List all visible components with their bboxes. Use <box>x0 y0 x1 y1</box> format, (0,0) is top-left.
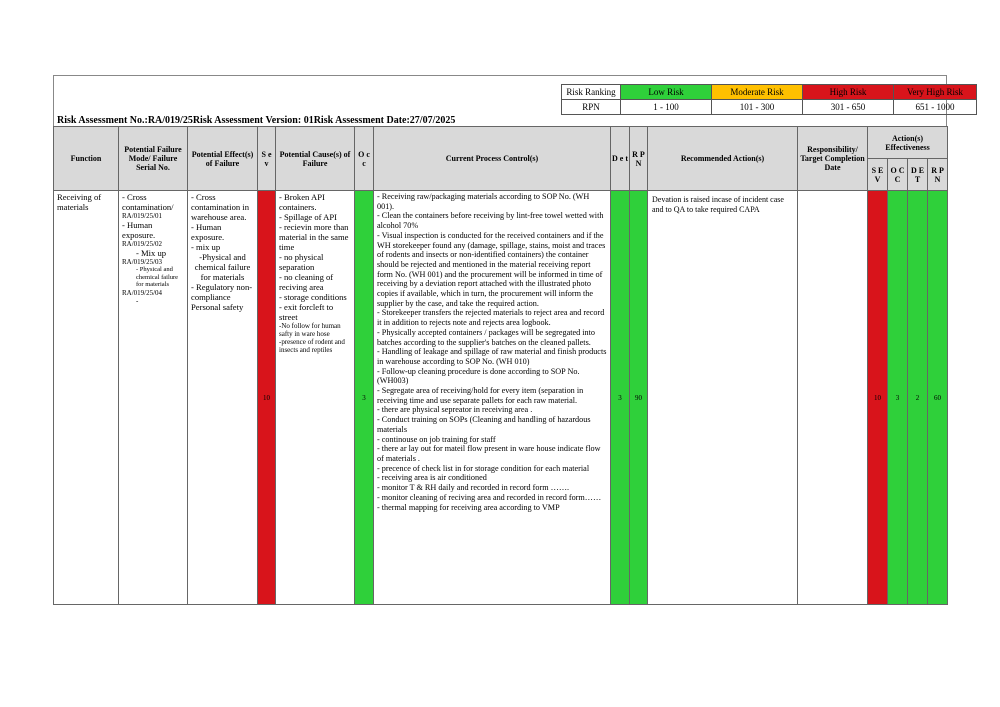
effect-item: - Regulatory non-compliance <box>191 282 253 302</box>
failure-serial: RA/019/25/04 <box>122 288 163 297</box>
failure-mode-item: - Cross contamination/ <box>122 192 174 212</box>
cause-item: -presence of rodent and insects and reptiles <box>279 338 345 354</box>
col-eff-occ: O C C <box>888 159 908 191</box>
control-item: - continouse on job training for staff <box>377 434 496 444</box>
col-causes: Potential Cause(s) of Failure <box>276 127 355 191</box>
control-item: - Physically accepted containers / packages will be segregated into batches according to the supplier's batches on the cleaned pallets. <box>377 327 596 347</box>
failure-serial: RA/019/25/01 <box>122 212 163 220</box>
control-item: - thermal mapping for receiving area according to VMP <box>377 502 560 512</box>
control-item: - receiving area is air conditioned <box>377 473 487 483</box>
col-failure-mode: Potential Failure Mode/ Failure Serial No. <box>119 127 188 191</box>
control-item: - monitor T & RH daily and recorded in record form ……. <box>377 483 570 493</box>
cell-sev: 10 <box>258 191 276 605</box>
col-effects: Potential Effect(s) of Failure <box>188 127 258 191</box>
effect-item: - Human exposure. <box>191 222 225 242</box>
control-item: - there are physical sepreator in receiving area . <box>377 405 533 415</box>
legend-label-risk-ranking: Risk Ranking <box>562 85 621 100</box>
cell-function: Receiving of materials <box>54 191 119 605</box>
cell-causes <box>276 191 355 605</box>
legend-label-rpn: RPN <box>562 100 621 115</box>
cause-item: - exit forcleft to street <box>279 302 334 322</box>
legend-moderate-range: 101 - 300 <box>712 100 803 115</box>
col-rpn: R P N <box>630 127 648 191</box>
cause-item: - Broken API containers. <box>279 192 325 212</box>
cell-effects <box>188 191 258 605</box>
cause-item: - no physical separation <box>279 252 324 272</box>
cause-item: -No follow for human safty in ware hose <box>279 322 341 338</box>
cell-eff-det: 2 <box>908 191 928 605</box>
control-item: - Storekeeper transfers the rejected materials to reject area and record it in addition to rejects note and rejects area logbook. <box>377 308 605 328</box>
col-actions: Recommended Action(s) <box>648 127 798 191</box>
cell-controls <box>374 191 611 605</box>
control-item: - Handling of leakage and spillage of raw material and finish products in warehouse according to SOP No. (WH 010) <box>377 347 607 366</box>
col-eff-sev: S E V <box>868 159 888 191</box>
cell-recommended-action: Devation is raised incase of incident case and to QA to take required CAPA <box>648 191 798 605</box>
cell-det: 3 <box>611 191 630 605</box>
failure-mode-item: - Human exposure. <box>122 220 156 240</box>
col-eff-det: D E T <box>908 159 928 191</box>
effect-item: -Physical and chemical failure for materials <box>194 252 251 282</box>
control-item: - there ar lay out for mateil flow present in ware house indicate flow of materials . <box>377 444 601 463</box>
cell-occ: 3 <box>355 191 374 605</box>
cell-rpn: 90 <box>630 191 648 605</box>
col-responsibility: Responsibility/ Target Completion Date <box>798 127 868 191</box>
legend-very-high-risk: Very High Risk <box>894 85 977 100</box>
legend-high-range: 301 - 650 <box>803 100 894 115</box>
col-sev: S e v <box>258 127 276 191</box>
failure-serial: RA/019/25/02 <box>122 240 163 248</box>
cell-eff-rpn: 60 <box>928 191 948 605</box>
control-item: - Conduct training on SOPs (Cleaning and handling of hazardous materials <box>377 415 591 434</box>
failure-mode-item: - <box>136 296 139 305</box>
legend-low-range: 1 - 100 <box>621 100 712 115</box>
effect-item: Personal safety <box>191 302 244 312</box>
legend-moderate-risk: Moderate Risk <box>712 85 803 100</box>
control-item: - Clean the containers before receiving by lint-free towel wetted with alcohol 70% <box>377 211 604 231</box>
col-eff-rpn: R P N <box>928 159 948 191</box>
effect-item: - mix up <box>191 242 221 252</box>
failure-mode-item: - Mix up <box>136 248 167 258</box>
control-item: - Receiving raw/packaging materials according to SOP No. (WH 001). <box>377 192 590 211</box>
legend-low-risk: Low Risk <box>621 85 712 100</box>
control-item: - Segregate area of receiving/hold for every item (separation in receiving time and use separate pallets for each raw material. <box>377 386 584 405</box>
effect-item: - Cross contamination in warehouse area. <box>191 192 249 222</box>
risk-ranking-legend <box>561 84 977 115</box>
legend-very-high-range: 651 - 1000 <box>894 100 977 115</box>
control-item: - Visual inspection is conducted for the received containers and if the WH storekeeper found any (damage, spillage, stains, moist and traces of rodents and insects or non-identified containers) the container should be rejected and mentioned in the material receiving report form No. (WH 001) and the procurement will be informed in time of receiving by a deviation report attached with the illustrated photo copies if available, which in turn, the procurement will inform the supplier by the case, and take the required action. <box>377 230 606 308</box>
failure-mode-item: - Physical and chemical failure for materials <box>136 266 179 288</box>
cause-item: - recievin more than material in the same time <box>279 222 349 252</box>
cause-item: - no cleaning of reciving area <box>279 272 334 292</box>
cause-item: - Spillage of API <box>279 212 338 222</box>
col-det: D e t <box>611 127 630 191</box>
col-function: Function <box>54 127 119 191</box>
failure-serial: RA/019/25/03 <box>122 258 163 266</box>
cell-eff-sev: 10 <box>868 191 888 605</box>
cell-responsibility <box>798 191 868 605</box>
control-item: - monitor cleaning of reciving area and recorded in record form…… <box>377 492 602 502</box>
control-item: - precence of check list in for storage condition for each material <box>377 463 590 473</box>
col-occ: O c c <box>355 127 374 191</box>
cause-item: - storage conditions <box>279 292 347 302</box>
col-controls: Current Process Control(s) <box>374 127 611 191</box>
control-item: - Follow-up cleaning procedure is done according to SOP No. (WH003) <box>377 366 580 386</box>
col-effectiveness: Action(s) Effectiveness <box>868 127 948 159</box>
cell-failure-modes <box>119 191 188 605</box>
legend-high-risk: High Risk <box>803 85 894 100</box>
fmea-table <box>53 126 948 605</box>
table-row <box>54 191 948 605</box>
risk-assessment-header: Risk Assessment No.:RA/019/25Risk Assessment Version: 01Risk Assessment Date:27/07/2025 <box>57 115 456 126</box>
cell-eff-occ: 3 <box>888 191 908 605</box>
